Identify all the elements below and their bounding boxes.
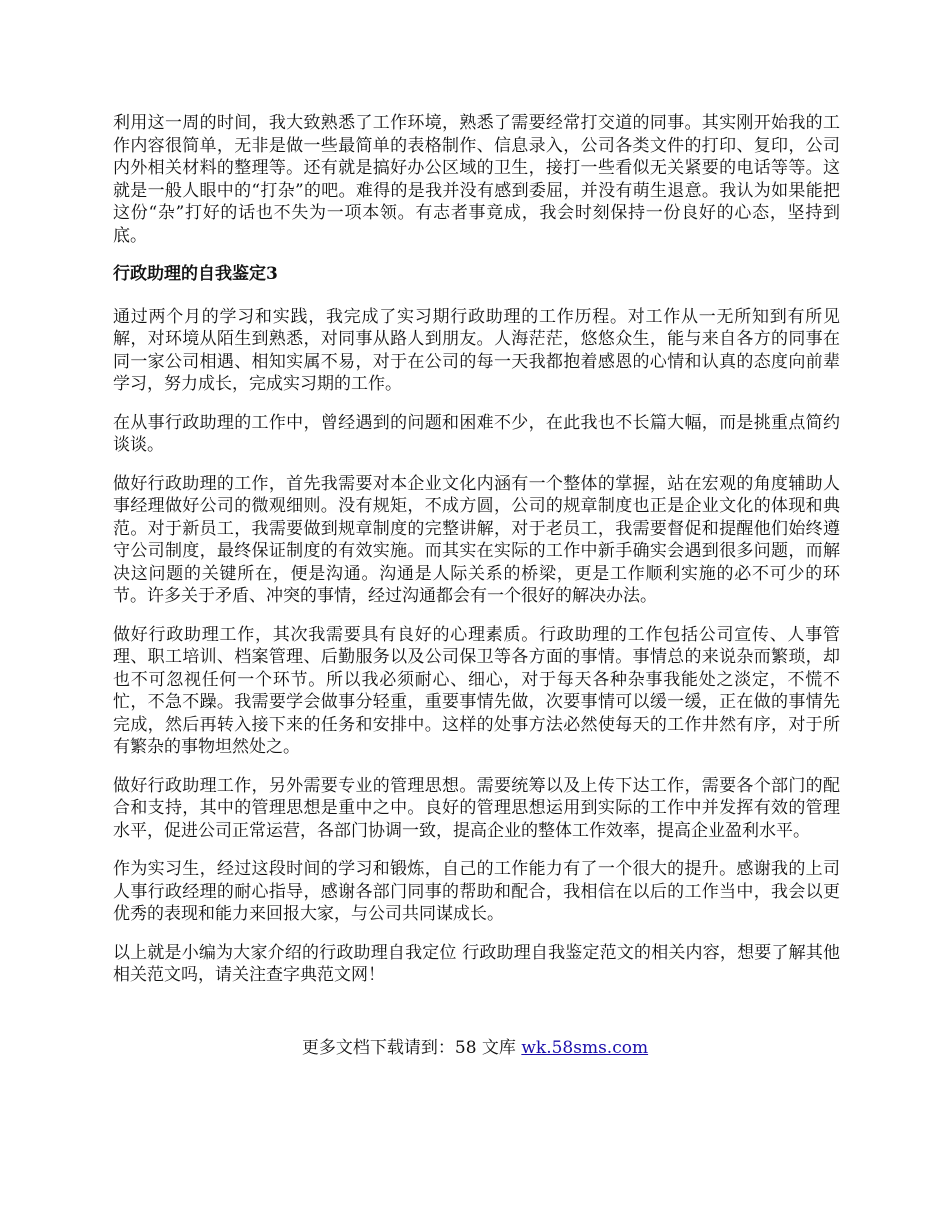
closing-paragraph: 以上就是小编为大家介绍的行政助理自我定位 行政助理自我鉴定范文的相关内容，想要了解其他相关范文吗，请关注查字典范文网！ (113, 942, 840, 985)
paragraph-2: 在从事行政助理的工作中，曾经遇到的问题和困难不少，在此我也不长篇大幅，而是挑重点简约谈谈。 (113, 412, 840, 455)
paragraph-3: 做好行政助理的工作，首先我需要对本企业文化内涵有一个整体的掌握，站在宏观的角度辅助人事经理做好公司的微观细则。没有规矩，不成方圆，公司的规章制度也正是企业文化的体现和典范。对于新员工，我需要做到规章制度的完整讲解，对于老员工，我需要督促和提醒他们始终遵守公司制度，最终保证制度的有效实施。而其实在实际的工作中新手确实会遇到很多问题，而解决这问题的关键所在，便是沟通。沟通是人际关系的桥梁，更是工作顺利实施的必不可少的环节。许多关于矛盾、冲突的事情，经过沟通都会有一个很好的解决办法。 (113, 473, 840, 606)
footer-link[interactable]: wk.58sms.com (521, 1038, 649, 1058)
paragraph-5: 做好行政助理工作，另外需要专业的管理思想。需要统筹以及上传下达工作，需要各个部门的配合和支持，其中的管理思想是重中之中。良好的管理思想运用到实际的工作中并发挥有效的管理水平，促进公司正常运营，各部门协调一致，提高企业的整体工作效率，提高企业盈利水平。 (113, 775, 840, 841)
download-footer (0, 1033, 950, 1058)
section-heading: 行政助理的自我鉴定3 (113, 264, 278, 284)
footer-text: 更多文档下载请到：58 文库 (301, 1038, 522, 1058)
intro-paragraph: 利用这一周的时间，我大致熟悉了工作环境，熟悉了需要经常打交道的同事。其实刚开始我的工作内容很简单，无非是做一些最简单的表格制作、信息录入，公司各类文件的打印、复印，公司内外相关材料的整理等。还有就是搞好办公区域的卫生，接打一些看似无关紧要的电话等等。这就是一般人眼中的“打杂”的吧。难得的是我并没有感到委屈，并没有萌生退意。我认为如果能把这份“杂”打好的话也不失为一项本领。有志者事竟成，我会时刻保持一份良好的心态，坚持到底。 (113, 113, 840, 246)
paragraph-4: 做好行政助理工作，其次我需要具有良好的心理素质。行政助理的工作包括公司宣传、人事管理、职工培训、档案管理、后勤服务以及公司保卫等各方面的事情。事情总的来说杂而繁琐，却也不可忽视任何一个环节。所以我必须耐心、细心，对于每天各种杂事我能处之淡定，不慌不忙，不急不躁。我需要学会做事分轻重，重要事情先做，次要事情可以缓一缓，正在做的事情先完成，然后再转入接下来的任务和安排中。这样的处事方法必然使每天的工作井然有序，对于所有繁杂的事物坦然处之。 (113, 624, 840, 757)
document-body (113, 112, 840, 1003)
paragraph-6: 作为实习生，经过这段时间的学习和锻炼，自己的工作能力有了一个很大的提升。感谢我的上司人事行政经理的耐心指导，感谢各部门同事的帮助和配合，我相信在以后的工作当中，我会以更优秀的表现和能力来回报大家，与公司共同谋成长。 (113, 859, 840, 924)
paragraph-1: 通过两个月的学习和实践，我完成了实习期行政助理的工作历程。对工作从一无所知到有所见解，对环境从陌生到熟悉，对同事从路人到朋友。人海茫茫，悠悠众生，能与来自各方的同事在同一家公司相遇、相知实属不易，对于在公司的每一天我都抱着感恩的心情和认真的态度向前辈学习，努力成长，完成实习期的工作。 (113, 306, 840, 394)
